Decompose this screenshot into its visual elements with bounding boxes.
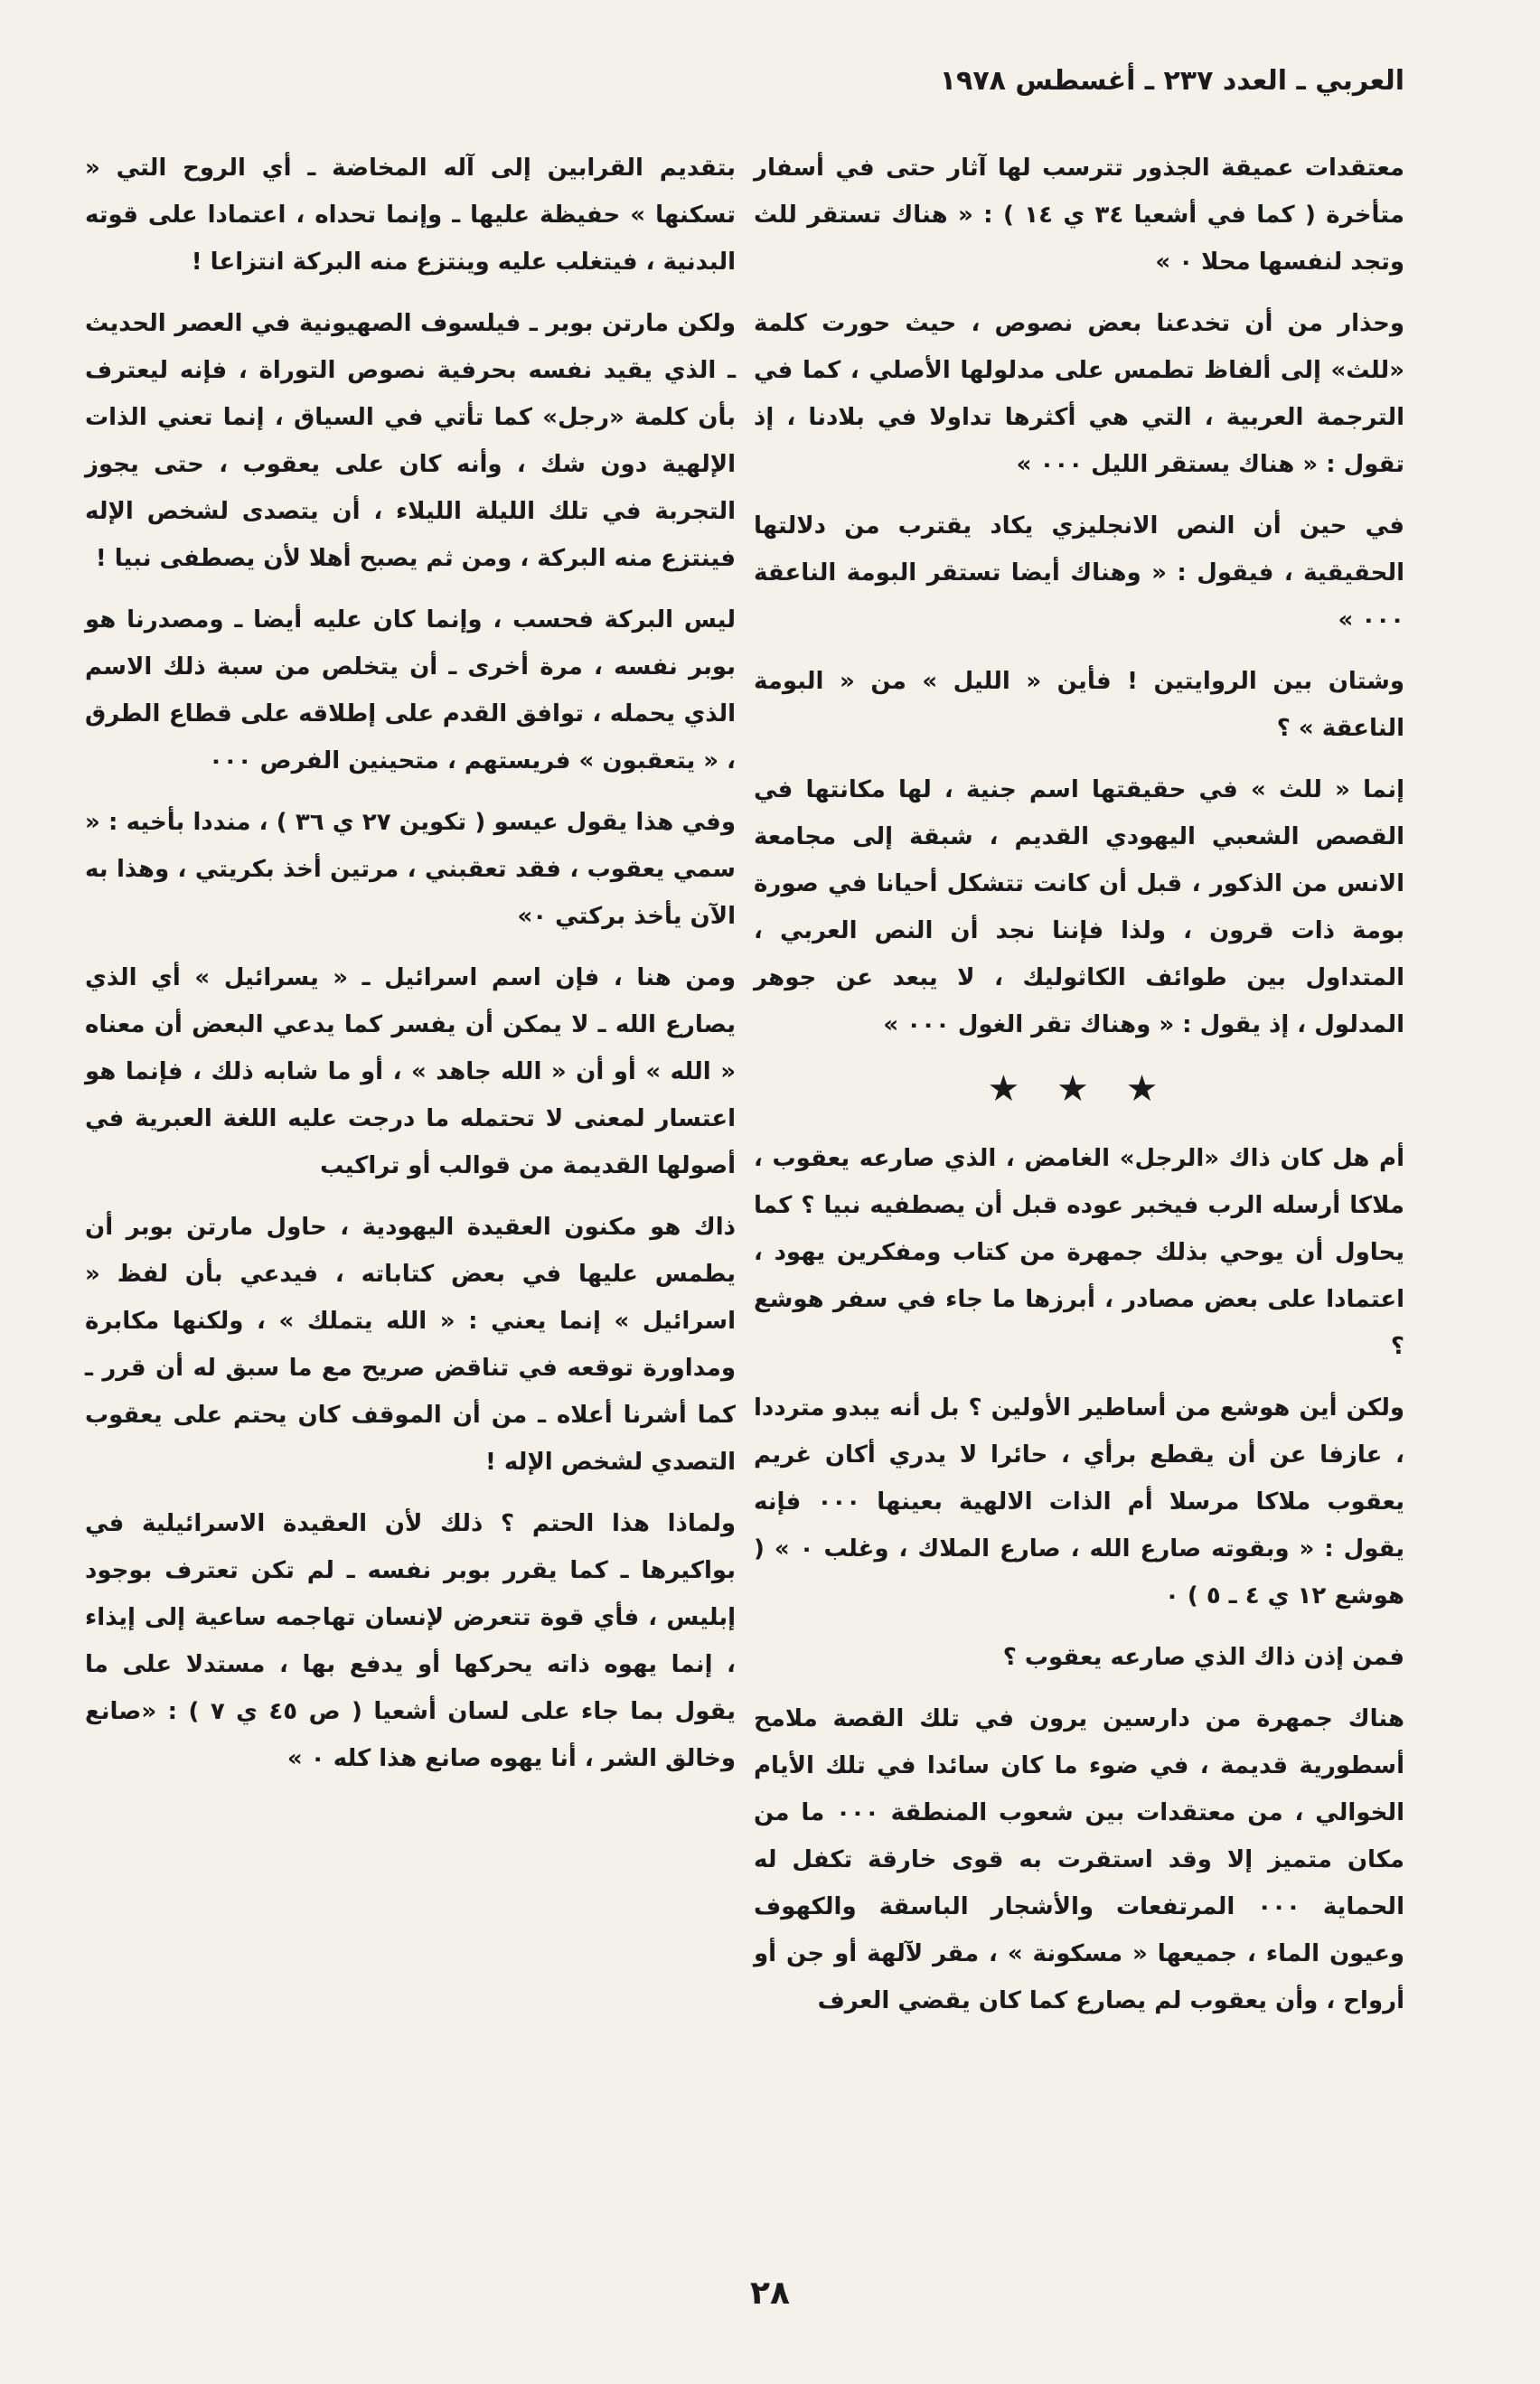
section-divider-stars: ★ ★ ★ — [987, 1068, 1171, 1110]
paragraph: وفي هذا يقول عيسو ( تكوين ٢٧ ي ٣٦ ) ، منددا بأخيه : « سمي يعقوب ، فقد تعقبني ، مرتين أخذ بكريتي ، وهذا به الآن يأخذ بركتي ٠» — [85, 809, 736, 930]
paragraph: وحذار من أن تخدعنا بعض نصوص ، حيث حورت كلمة «للث» إلى ألفاظ تطمس على مدلولها الأصلي ، كما في الترجمة العربية ، التي هي أكثرها تداولا في بلادنا ، إذ تقول : « هناك يستقر الليل ٠٠٠ » — [754, 310, 1404, 478]
paragraph: ليس البركة فحسب ، وإنما كان عليه أيضا ـ ومصدرنا هو بوبر نفسه ، مرة أخرى ـ أن يتخلص من سبة ذلك الاسم الذي يحمله ، توافق القدم على إطلاقه على قطاع الطرق ، « يتعقبون » فريستهم ، متحينين الفرص ٠٠٠ — [85, 606, 736, 774]
running-header: العربي ـ العدد ٢٣٧ ـ أغسطس ١٩٧٨ — [939, 65, 1404, 97]
paragraph: معتقدات عميقة الجذور تترسب لها آثار حتى في أسفار متأخرة ( كما في أشعيا ٣٤ ي ١٤ ) : « هناك تستقر للث وتجد لنفسها محلا ٠ » — [754, 155, 1404, 276]
paragraph: ولكن مارتن بوبر ـ فيلسوف الصهيونية في العصر الحديث ـ الذي يقيد نفسه بحرفية نصوص التوراة ، فإنه ليعترف بأن كلمة «رجل» كما تأتي في السياق ، إنما تعني الذات الإلهية دون شك ، وأنه كان على يعقوب ، حتى يجوز التجربة في تلك الليلة الليلاء ، أن يتصدى لشخص الإله فينتزع منه البركة ، ومن ثم يصبح أهلا لأن يصطفى نبيا ! — [85, 310, 736, 572]
page-number: ٢٨ — [750, 2275, 790, 2312]
paragraph: ولماذا هذا الحتم ؟ ذلك لأن العقيدة الاسرائيلية في بواكيرها ـ كما يقرر بوبر نفسه ـ لم تكن تعترف بوجود إبليس ، فأي قوة تتعرض لإنسان تهاجمه ساعية إلى إيذاء ، إنما يهوه ذاته يحركها أو يدفع بها ، مستدلا على ما يقول بما جاء على لسان أشعيا ( ص ٤٥ ي ٧ ) : «صانع وخالق الشر ، أنا يهوه صانع هذا كله ٠ » — [85, 1510, 736, 1772]
paragraph: ولكن أين هوشع من أساطير الأولين ؟ بل أنه يبدو مترددا ، عازفا عن أن يقطع برأي ، حائرا لا يدري أكان غريم يعقوب ملاكا مرسلا أم الذات الالهية بعينها ٠٠٠ فإنه يقول : « وبقوته صارع الله ، صارع الملاك ، وغلب ٠ » ( هوشع ١٢ ي ٤ ـ ٥ ) ٠ — [754, 1394, 1404, 1610]
paragraph: وشتان بين الروايتين ! فأين « الليل » من « البومة الناعقة » ؟ — [754, 668, 1404, 742]
paragraph: في حين أن النص الانجليزي يكاد يقترب من دلالتها الحقيقية ، فيقول : « وهناك أيضا تستقر البومة الناعقة ٠٠٠ » — [754, 512, 1404, 634]
paragraph: إنما « للث » في حقيقتها اسم جنية ، لها مكانتها في القصص الشعبي اليهودي القديم ، شبقة إلى مجامعة الانس من الذكور ، قبل أن كانت تتشكل أحيانا في صورة بومة ذات قرون ، ولذا فإننا نجد أن النص العربي ، المتداول بين طوائف الكاثوليك ، لا يبعد عن جوهر المدلول ، إذ يقول : « وهناك تقر الغول ٠٠٠ » — [754, 776, 1404, 1038]
paragraph: ومن هنا ، فإن اسم اسرائيل ـ « يسرائيل » أي الذي يصارع الله ـ لا يمكن أن يفسر كما يدعي البعض أن معناه « الله » أو أن « الله جاهد » ، أو ما شابه ذلك ، فإنما هو اعتسار لمعنى لا تحتمله ما درجت عليه اللغة العبرية في أصولها القديمة من قوالب أو تراكيب — [85, 964, 736, 1179]
right-column — [754, 145, 1404, 2039]
paragraph: ذاك هو مكنون العقيدة اليهودية ، حاول مارتن بوبر أن يطمس عليها في بعض كتاباته ، فيدعي بأن لفظ « اسرائيل » إنما يعني : « الله يتملك » ، ولكنها مكابرة ومداورة توقعه في تناقض صريح مع ما سبق له أن قرر ـ كما أشرنا أعلاه ـ من أن الموقف كان يحتم على يعقوب التصدي لشخص الإله ! — [85, 1214, 736, 1476]
left-column — [85, 145, 736, 1797]
paragraph: هناك جمهرة من دارسين يرون في تلك القصة ملامح أسطورية قديمة ، في ضوء ما كان سائدا في تلك الأيام الخوالي ، من معتقدات بين شعوب المنطقة ٠٠٠ ما من مكان متميز إلا وقد استقرت به قوى خارقة تكفل له الحماية ٠٠٠ المرتفعات والأشجار الباسقة والكهوف وعيون الماء ، جميعها « مسكونة » ، مقر لآلهة أو جن أو أرواح ، وأن يعقوب لم يصارع كما كان يقضي العرف — [754, 1705, 1404, 2014]
paragraph: فمن إذن ذاك الذي صارعه يعقوب ؟ — [1002, 1644, 1404, 1671]
paragraph: أم هل كان ذاك «الرجل» الغامض ، الذي صارعه يعقوب ، ملاكا أرسله الرب فيخبر عوده قبل أن يصطفيه نبيا ؟ كما يحاول أن يوحي بذلك جمهرة من كتاب ومفكرين يهود ، اعتمادا على بعض مصادر ، أبرزها ما جاء في سفر هوشع ؟ — [754, 1145, 1404, 1360]
paragraph: بتقديم القرابين إلى آله المخاضة ـ أي الروح التي « تسكنها » حفيظة عليها ـ وإنما تحداه ، اعتمادا على قوته البدنية ، فيتغلب عليه وينتزع منه البركة انتزاعا ! — [85, 155, 736, 276]
